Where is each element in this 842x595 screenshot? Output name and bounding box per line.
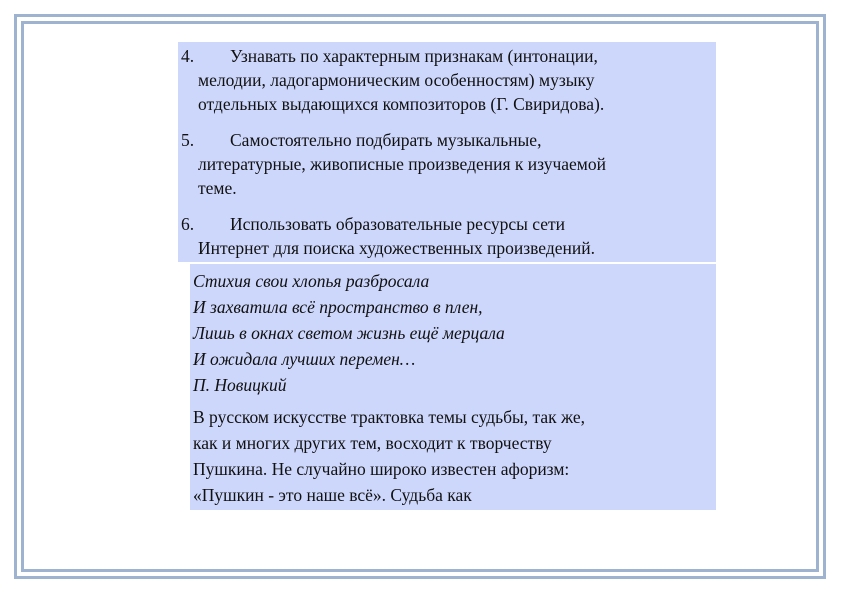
prose-line: «Пушкин - это наше всё». Судьба как [193, 485, 472, 505]
poem-author: П. Новицкий [193, 375, 287, 395]
list-item-text: Использовать образовательные ресурсы сети Интернет для поиска художественных произведений. [198, 214, 595, 258]
competency-list [178, 42, 716, 262]
poem-line: Стихия свои хлопья разбросала [193, 271, 430, 291]
list-item-number: 6. [181, 214, 195, 234]
list-item-text: Самостоятельно подбирать музыкальные, литературные, живописные произведения к изучаемой теме. [198, 130, 606, 198]
list-item-number: 4. [181, 46, 195, 66]
prose-line: Пушкина. Не случайно широко известен афоризм: [193, 459, 570, 479]
list-item-number: 5. [181, 130, 195, 150]
prose-line: как и многих других тем, восходит к творчеству [193, 433, 552, 453]
poem-and-text-block [190, 264, 716, 510]
prose-line: В русском искусстве трактовка темы судьбы, так же, [193, 407, 586, 427]
list-item-text: Узнавать по характерным признакам (интонации, мелодии, ладогармоническим особенностям) музыку отдельных выдающихся композиторов (Г. Свиридова). [198, 46, 605, 114]
poem-line: Лишь в окнах светом жизнь ещё мерцала [193, 323, 505, 343]
poem-line: И ожидала лучших перемен… [193, 349, 416, 369]
poem-line: И захватила всё пространство в плен, [193, 297, 483, 317]
